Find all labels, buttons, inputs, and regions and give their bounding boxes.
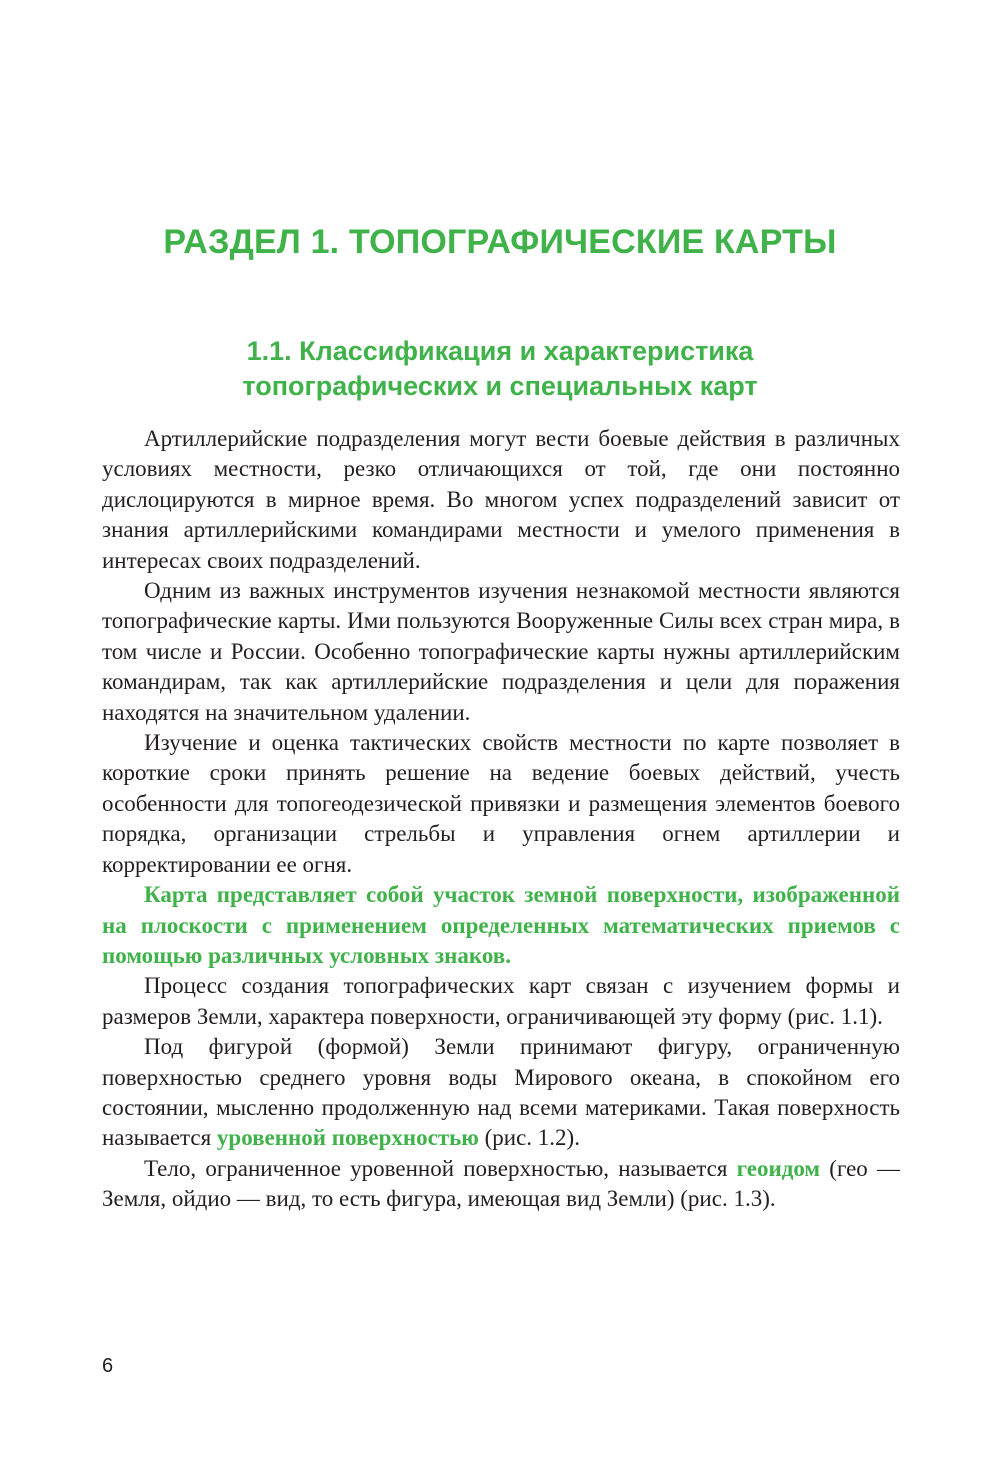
paragraph-5	[102, 1032, 900, 1154]
section-title: РАЗДЕЛ 1. ТОПОГРАФИЧЕСКИЕ КАРТЫ	[163, 223, 837, 261]
subsection-title-line-2: топографических и специальных карт	[242, 371, 758, 401]
term-geoid: геоидом	[736, 1155, 821, 1181]
map-definition: Карта представляет собой участок земной поверхности, изображенной на плоскости с применением определенных математических приемов с помощью различных условных знаков.	[102, 882, 900, 968]
paragraph-6-text-end: (гео — Земля, ойдио — вид, то есть фигура, имеющая вид Земли) (рис. 1.3).	[102, 1155, 900, 1212]
paragraph-3: Изучение и оценка тактических свойств местности по карте позволяет в короткие сроки принять решение на ведение боевых действий, учесть особенности для топогеодезической привязки и размещения элементов боевого порядка, организации стрельбы и управления огнем артиллерии и корректировании ее огня.	[102, 730, 900, 877]
subsection-title	[0, 334, 1000, 404]
paragraph-5-text-end: (рис. 1.2).	[478, 1125, 580, 1151]
paragraph-1: Артиллерийские подразделения могут вести боевые действия в различных условиях местности, резко отличающихся от той, где они постоянно дислоцируются в мирное время. Во многом успех подразделений зависит от знания артиллерийскими командирами местности и умелого применения в интересах своих подразделений.	[102, 426, 900, 573]
subsection-title-line-1: 1.1. Классификация и характеристика	[246, 336, 754, 366]
paragraph-6	[102, 1154, 900, 1215]
paragraph-4: Процесс создания топографических карт связан с изучением формы и размеров Земли, характера поверхности, ограничивающей эту форму (рис. 1.1).	[102, 973, 900, 1029]
page-number: 6	[102, 1355, 114, 1377]
paragraph-2: Одним из важных инструментов изучения незнакомой местности являются топографические карты. Ими пользуются Вооруженные Силы всех стран мира, в том числе и России. Особенно топографические карты нужны артиллерийским командирам, так как артиллерийские подразделения и цели для поражения находятся на значительном удалении.	[102, 578, 900, 725]
term-level-surface: уровенной поверхностью	[216, 1125, 479, 1151]
paragraph-6-text-start: Тело, ограниченное уровенной поверхностью, называется	[144, 1155, 737, 1181]
body-text	[102, 424, 900, 1215]
paragraph-5-text-start: Под фигурой (формой) Земли принимают фигуру, ограниченную поверхностью среднего уровня воды Мирового океана, в спокойном его состоянии, мысленно продолженную над всеми материками. Такая поверхность называется	[102, 1034, 900, 1151]
